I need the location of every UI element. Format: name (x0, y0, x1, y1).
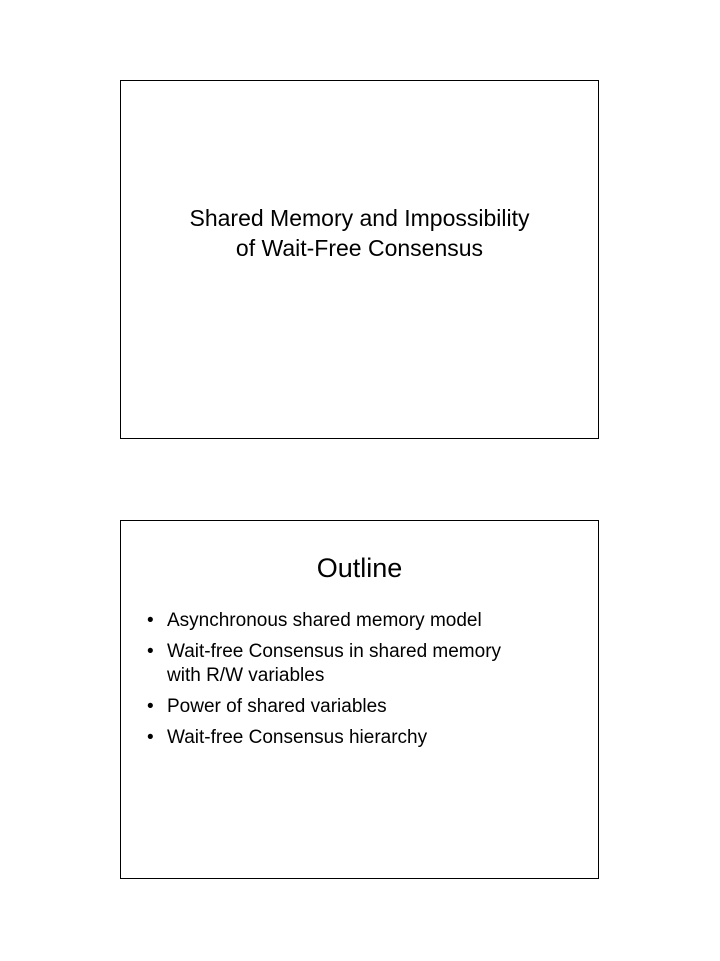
bullet-item (147, 695, 587, 719)
title-line-2: of Wait-Free Consensus (235, 235, 484, 261)
slide-title (120, 80, 599, 439)
bullet-item (147, 640, 587, 688)
bullet-text: Power of shared variables (167, 696, 387, 717)
outline-bullet-list (147, 609, 587, 757)
bullet-text-continued: with R/W variables (167, 665, 325, 686)
bullet-icon: • (147, 641, 154, 662)
slide-title-heading (121, 203, 598, 263)
bullet-text: Asynchronous shared memory model (167, 610, 482, 631)
bullet-icon: • (147, 727, 154, 748)
outline-heading: Outline (316, 553, 403, 583)
bullet-item (147, 609, 587, 633)
title-line-1: Shared Memory and Impossibility (189, 205, 530, 231)
bullet-text: Wait-free Consensus in shared memory (167, 641, 502, 662)
bullet-icon: • (147, 696, 154, 717)
bullet-icon: • (147, 610, 154, 631)
slide-outline (120, 520, 599, 879)
bullet-item (147, 726, 587, 750)
bullet-text: Wait-free Consensus hierarchy (167, 727, 428, 748)
